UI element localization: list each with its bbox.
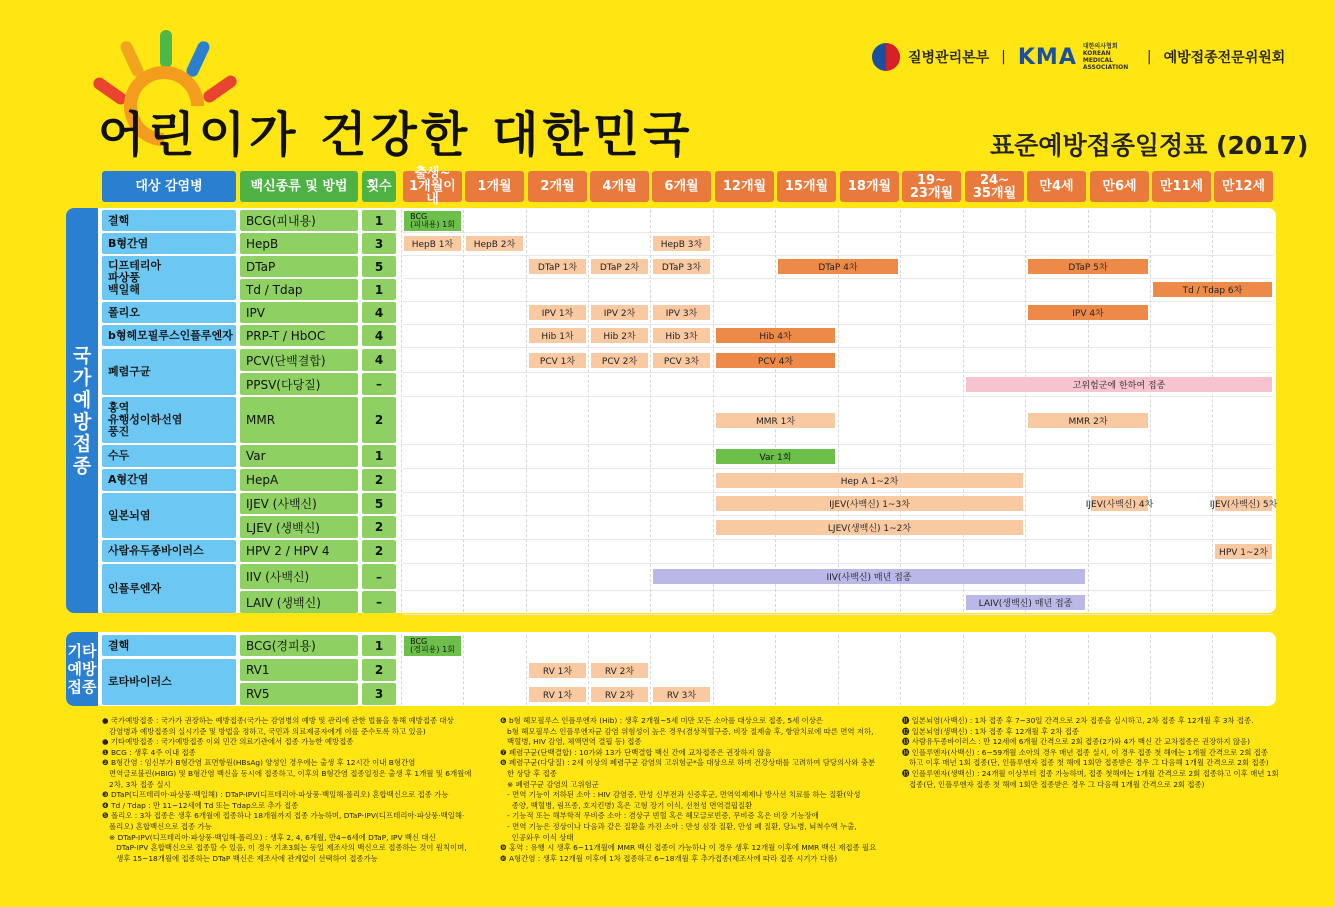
- footnote-line: ● 기타예방접종 : 국가예방접종 이외 민간 의료기관에서 접종 가능한 예방접종: [102, 737, 354, 747]
- col-divider: [900, 210, 901, 612]
- footnote-line: b형 헤모필루스 인플루엔자균 감염 위험성이 높은 경우(겸상적혈구증, 비장 절제술 후, 항암치료에 따른 면역 저하,: [500, 726, 874, 736]
- header-doses: 횟수: [362, 171, 396, 202]
- footnote-line: ❶ BCG : 생후 4주 이내 접종: [102, 747, 196, 757]
- header-age-0: 출생~ 1개월이내: [403, 171, 462, 202]
- doses-cell: 1: [362, 279, 396, 300]
- schedule-bar-pcv4: PCV 4차: [716, 353, 835, 368]
- doses-cell: 2: [362, 469, 396, 491]
- col-divider: [1150, 210, 1151, 612]
- col-divider: [1212, 210, 1213, 612]
- col-divider: [1088, 635, 1089, 705]
- schedule-bar-dtap5: DTaP 5차: [1028, 259, 1148, 274]
- header-age-12: 만11세: [1152, 171, 1211, 202]
- footnote-line: - 면역 기능이 저하된 소아 : HIV 감염증, 만성 신부전과 신증후군, 면역억제제나 방사선 치료를 하는 질환(악성: [500, 790, 861, 800]
- schedule-bar-mmr2: MMR 2차: [1028, 413, 1148, 428]
- schedule-bar-rv1-2: RV 2차: [591, 663, 648, 678]
- schedule-bar-hepb3: HepB 3차: [653, 236, 710, 251]
- col-divider: [775, 635, 776, 705]
- vaccine-cell: BCG(피내용): [240, 210, 358, 231]
- kdca-logo: 질병관리본부: [908, 50, 990, 66]
- col-divider: [1025, 635, 1026, 705]
- schedule-bar-hib3: Hib 3차: [653, 328, 710, 343]
- disease-cell: 디프테리아 파상풍 백일해: [102, 256, 236, 300]
- vaccine-cell: RV5: [240, 683, 358, 705]
- schedule-bar-ipv2: IPV 2차: [591, 305, 648, 320]
- footnote-line: - 면역 기능은 정상이나 다음과 같은 질환을 가진 소아 : 만성 심장 질환, 만성 폐 질환, 당뇨병, 뇌척수액 누출,: [500, 821, 857, 831]
- header-age-10: 만4세: [1027, 171, 1086, 202]
- schedule-bar-rv1-1: RV 1차: [529, 663, 586, 678]
- schedule-bar-hepb1: HepB 1차: [404, 236, 461, 251]
- disease-cell: 사람유두종바이러스: [102, 540, 236, 562]
- doses-cell: 4: [362, 349, 396, 371]
- schedule-bar-hepa: Hep A 1~2차: [716, 473, 1023, 488]
- footnote-line: ※ DTaP-IPV(디프테리아·파상풍·백일해·폴리오) : 생후 2, 4, 6개월, 만4~6세에 DTaP, IPV 백신 대신: [102, 832, 436, 842]
- col-divider: [775, 210, 776, 612]
- footnote-line: 종양, 백혈병, 림프종, 호지킨병) 혹은 고형 장기 이식, 선천성 면역결핍질환: [500, 800, 753, 810]
- doses-cell: –: [362, 373, 396, 395]
- schedule-title: 표준예방접종일정표 (2017): [990, 131, 1309, 160]
- schedule-bar-pcv3: PCV 3차: [653, 353, 710, 368]
- doses-cell: 1: [362, 210, 396, 231]
- schedule-bar-ljev: LJEV(생백신) 1~2차: [716, 520, 1023, 535]
- schedule-bar-hepb2: HepB 2차: [466, 236, 523, 251]
- header-age-3: 4개월: [590, 171, 649, 202]
- footnotes-col1: [102, 716, 494, 864]
- col-divider: [650, 635, 651, 705]
- footnote-line: ⓬ 일본뇌염(생백신) : 1차 접종 후 12개월 후 2차 접종: [902, 726, 1079, 736]
- header-age-9: 24~ 35개월: [965, 171, 1024, 202]
- col-divider: [963, 210, 964, 612]
- kdca-emblem-icon: [872, 43, 900, 71]
- footnote-line: ⓭ 사람유두종바이러스 : 만 12세에 6개월 간격으로 2회 접종(2가와 4가 백신 간 교차접종은 권장하지 않음): [902, 737, 1251, 747]
- disease-cell: 홍역 유행성이하선염 풍진: [102, 397, 236, 443]
- col-divider: [838, 635, 839, 705]
- schedule-bar-ijev4: IJEV(사백신) 4차: [1091, 496, 1148, 511]
- schedule-bar-rv5-3: RV 3차: [653, 687, 710, 702]
- footnote-line: ❻ b형 헤모필루스 인플루엔자 (Hib) : 생후 2개월~5세 미만 모든 소아를 대상으로 접종, 5세 이상은: [500, 716, 824, 725]
- vaccine-cell: IPV: [240, 302, 358, 323]
- footnote-line: ❺ 폴리오 : 3차 접종은 생후 6개월에 접종하나 18개월까지 접종 가능하며, DTaP-IPV(디프테리아·파상풍·백일해·: [102, 811, 465, 821]
- col-divider: [401, 210, 402, 612]
- header-vaccine: 백신종류 및 방법: [240, 171, 358, 202]
- vaccine-cell: RV1: [240, 659, 358, 681]
- col-divider: [588, 635, 589, 705]
- schedule-bar-ipv3: IPV 3차: [653, 305, 710, 320]
- footnote-line: 접종(단, 인플루엔자 접종 첫 해에 1회만 접종받은 경우 그 다음해 1개월 간격으로 2회 접종): [902, 779, 1205, 789]
- disease-cell: 수두: [102, 445, 236, 467]
- schedule-bar-ijev13: IJEV(사백신) 1~3차: [716, 496, 1023, 511]
- schedule-bar-dtap1: DTaP 1차: [529, 259, 586, 274]
- header-disease: 대상 감염병: [102, 171, 236, 202]
- disease-cell: 폴리오: [102, 302, 236, 323]
- footnote-line: ❷ B형간염 : 임신부가 B형간염 표면항원(HBsAg) 양성인 경우에는 출생 후 12시간 이내 B형간염: [102, 758, 416, 768]
- vaccine-cell: HepA: [240, 469, 358, 491]
- doses-cell: 2: [362, 540, 396, 562]
- col-divider: [650, 210, 651, 612]
- schedule-bar-dtap4: DTaP 4차: [778, 259, 898, 274]
- schedule-bar-ppsv: 고위험군에 한하여 접종: [966, 377, 1272, 392]
- vaccine-cell: PPSV(다당질): [240, 373, 358, 395]
- doses-cell: 3: [362, 683, 396, 705]
- disease-cell: b형헤모필루스인플루엔자: [102, 325, 236, 346]
- separator: |: [1146, 49, 1152, 65]
- col-divider: [713, 210, 714, 612]
- schedule-bar-rv5-1: RV 1차: [529, 687, 586, 702]
- footnote-line: ⓮ 인플루엔자(사백신) : 6~59개월 소아의 경우 매년 접종 실시, 이 경우 접종 첫 해에는 1개월 간격으로 2회 접종: [902, 747, 1269, 757]
- col-divider: [900, 635, 901, 705]
- vaccine-cell: HepB: [240, 233, 358, 254]
- col-divider: [401, 635, 402, 705]
- schedule-bar-pcv2: PCV 2차: [591, 353, 648, 368]
- footnotes-col2: [500, 716, 892, 864]
- footnote-line: ❾ 홍역 : 유행 시 생후 6~11개월에 MMR 백신 접종이 가능하나 이 경우 생후 12개월 이후에 MMR 백신 재접종 필요: [500, 843, 877, 853]
- sun-ray: [185, 39, 212, 79]
- header-age-2: 2개월: [528, 171, 587, 202]
- schedule-bar-pcv1: PCV 1차: [529, 353, 586, 368]
- footnote-line: ❸ DTaP(디프테리아·파상풍·백일해) : DTaP-IPV(디프테리아·파상풍·백일해·폴리오) 혼합백신으로 접종 가능: [102, 790, 449, 800]
- schedule-bar-iiv: IIV(사백신) 매년 접종: [653, 569, 1085, 584]
- vaccine-cell: HPV 2 / HPV 4: [240, 540, 358, 562]
- disease-cell: 인플루엔자: [102, 564, 236, 613]
- schedule-bar-hib1: Hib 1차: [529, 328, 586, 343]
- doses-cell: 1: [362, 635, 396, 656]
- footnote-line: ❿ A형간염 : 생후 12개월 이후에 1차 접종하고 6~18개월 후 추가접종(제조사에 따라 접종 시기가 다름): [500, 853, 838, 863]
- header-age-4: 6개월: [652, 171, 711, 202]
- vaccine-cell: PCV(단백결합): [240, 349, 358, 371]
- footnote-line: DTaP-IPV 혼합백신으로 접종할 수 있음, 이 경우 기초3회는 동일 제조사의 백신으로 접종하는 것이 원칙이며,: [102, 843, 467, 853]
- vaccine-cell: DTaP: [240, 256, 358, 277]
- schedule-bar-ipv4: IPV 4차: [1028, 305, 1148, 320]
- header-age-7: 18개월: [840, 171, 899, 202]
- footnote-line: ❹ Td / Tdap : 만 11~12세에 Td 또는 Tdap으로 추가 접종: [102, 800, 299, 810]
- committee-logo: 예방접종전문위원회: [1163, 50, 1286, 66]
- col-divider: [463, 210, 464, 612]
- schedule-bar-rv5-2: RV 2차: [591, 687, 648, 702]
- schedule-bar-dtap2: DTaP 2차: [591, 259, 648, 274]
- doses-cell: 4: [362, 302, 396, 323]
- schedule-bar-laiv: LAIV(생백신) 매년 접종: [966, 595, 1085, 610]
- section-other: 기타 예방 접종: [66, 632, 98, 706]
- vaccine-cell: LJEV (생백신): [240, 516, 358, 538]
- doses-cell: 2: [362, 516, 396, 538]
- doses-cell: 3: [362, 233, 396, 254]
- col-divider: [588, 210, 589, 612]
- footnote-line: 면역글로불린(HBIG) 및 B형간염 백신을 동시에 접종하고, 이후의 B형간염 접종일정은 출생 후 1개월 및 6개월에: [102, 768, 472, 778]
- col-divider: [1212, 635, 1213, 705]
- col-divider: [526, 210, 527, 612]
- header-age-6: 15개월: [777, 171, 836, 202]
- schedule-bar-hib2: Hib 2차: [591, 328, 648, 343]
- vaccine-cell: Var: [240, 445, 358, 467]
- kma-sub: 대한의사협회 KOREAN MEDICAL ASSOCIATION: [1082, 43, 1129, 71]
- footnote-line: ※ 폐렴구균 감염의 고위험군: [500, 779, 599, 789]
- schedule-bar-td6: Td / Tdap 6차: [1153, 282, 1272, 297]
- vaccine-cell: MMR: [240, 397, 358, 443]
- sun-ray: [160, 30, 172, 68]
- doses-cell: 2: [362, 659, 396, 681]
- vaccine-cell: Td / Tdap: [240, 279, 358, 300]
- schedule-bar-dtap3: DTaP 3차: [653, 259, 710, 274]
- footnote-line: ⓯ 인플루엔자(생백신) : 24개월 이상부터 접종 가능하며, 접종 첫해에는 1개월 간격으로 2회 접종하고 이후 매년 1회: [902, 768, 1279, 778]
- vaccine-cell: BCG(경피용): [240, 635, 358, 656]
- slogan: 어린이가 건강한 대한민국: [98, 107, 694, 163]
- disease-cell: 로타바이러스: [102, 659, 236, 705]
- doses-cell: 2: [362, 397, 396, 443]
- doses-cell: 4: [362, 325, 396, 346]
- footnote-line: 한 상담 후 접종: [500, 768, 557, 778]
- doses-cell: –: [362, 591, 396, 613]
- doses-cell: –: [362, 564, 396, 589]
- row-divider: [403, 614, 1273, 615]
- section-national: 국 가 예 방 접 종: [66, 208, 98, 613]
- footnote-line: ❽ 폐렴구균(다당질) : 2세 이상의 폐렴구균 감염의 고위험군*을 대상으로 하며 건강상태를 고려하여 담당의사와 충분: [500, 758, 876, 768]
- header-age-13: 만12세: [1214, 171, 1273, 202]
- disease-cell: 폐렴구균: [102, 349, 236, 395]
- separator: |: [1001, 49, 1006, 65]
- logo-bar: [872, 38, 1285, 76]
- col-divider: [526, 635, 527, 705]
- schedule-bar-ipv1: IPV 1차: [529, 305, 586, 320]
- col-divider: [1150, 635, 1151, 705]
- footnote-line: ● 국가예방접종 : 국가가 권장하는 예방접종(국가는 감염병의 예방 및 관리에 관한 법률을 통해 예방접종 대상: [102, 716, 454, 725]
- vaccine-cell: PRP-T / HbOC: [240, 325, 358, 346]
- footnote-line: 생후 15~18개월에 접종하는 DTaP 백신은 제조사에 관계없이 선택하여 접종가능: [102, 853, 378, 863]
- disease-cell: A형간염: [102, 469, 236, 491]
- schedule-bar-ijev5: IJEV(사백신) 5차: [1215, 496, 1272, 511]
- col-divider: [713, 635, 714, 705]
- col-divider: [1025, 210, 1026, 612]
- disease-cell: 결핵: [102, 210, 236, 231]
- disease-cell: 일본뇌염: [102, 493, 236, 538]
- footnotes-col3: [902, 716, 1302, 790]
- schedule-bar-var1: Var 1회: [716, 449, 835, 464]
- header-age-5: 12개월: [715, 171, 774, 202]
- schedule-bar-mmr1: MMR 1차: [716, 413, 835, 428]
- footnote-line: 폴리오) 혼합백신으로 접종 가능: [102, 821, 212, 831]
- schedule-bar-bcg1: BCG (피내용) 1회: [404, 211, 461, 231]
- footnote-line: 하고 이후 매년 1회 접종(단, 인플루엔자 접종 첫 해에 1회만 접종받은 경우 그 다음해 1개월 간격으로 2회 접종): [902, 758, 1269, 768]
- disease-cell: 결핵: [102, 635, 236, 656]
- kma-logo: KMA: [1017, 44, 1077, 70]
- schedule-bar-bcg2: BCG (경피용) 1회: [404, 636, 461, 656]
- footnote-line: - 기능적 또는 해부학적 무비증 소아 : 겸상구 빈혈 혹은 헤모글로빈증, 무비증 혹은 비장 기능장애: [500, 811, 819, 821]
- footnote-line: 감염병과 예방접종의 실시기준 및 방법을 정하고, 국민과 의료제공자에게 이를 준수토록 하고 있음): [102, 726, 426, 736]
- doses-cell: 5: [362, 493, 396, 514]
- footnote-line: ❼ 폐렴구균(단백결합) : 10가와 13가 단백결합 백신 간에 교차접종은 권장하지 않음: [500, 747, 772, 757]
- schedule-bar-hpv: HPV 1~2차: [1215, 544, 1272, 559]
- footnote-line: 인공와우 이식 상태: [500, 832, 574, 842]
- schedule-bar-hib4: Hib 4차: [716, 328, 835, 343]
- header-age-11: 만6세: [1090, 171, 1149, 202]
- footnote-line: ⓫ 일본뇌염(사백신) : 1차 접종 후 7~30일 간격으로 2차 접종을 실시하고, 2차 접종 후 12개월 후 3차 접종.: [902, 716, 1254, 725]
- vaccine-cell: LAIV (생백신): [240, 591, 358, 613]
- vaccine-cell: IIV (사백신): [240, 564, 358, 589]
- doses-cell: 5: [362, 256, 396, 277]
- footnote-line: 백혈병, HIV 감염, 체액면역 결핍 등) 접종: [500, 737, 642, 747]
- doses-cell: 1: [362, 445, 396, 467]
- col-divider: [963, 635, 964, 705]
- disease-cell: B형간염: [102, 233, 236, 254]
- col-divider: [463, 635, 464, 705]
- header-age-1: 1개월: [465, 171, 524, 202]
- footnote-line: 2차, 3차 접종 실시: [102, 779, 171, 789]
- vaccine-cell: IJEV (사백신): [240, 493, 358, 514]
- header-age-8: 19~ 23개월: [902, 171, 961, 202]
